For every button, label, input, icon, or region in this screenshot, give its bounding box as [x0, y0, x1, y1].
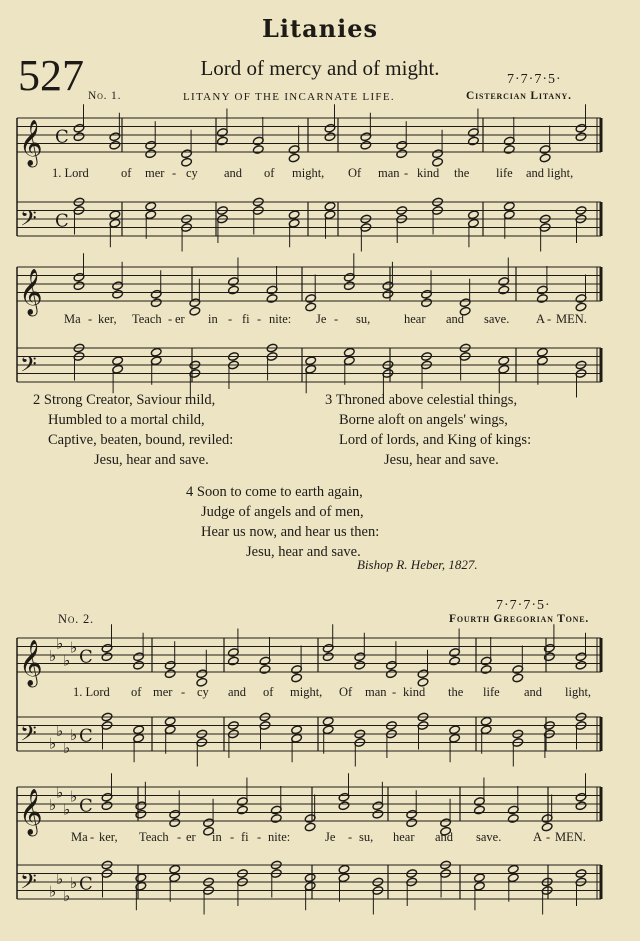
note-head	[386, 669, 398, 679]
lyric-syllable: and	[446, 312, 465, 326]
flat-key-signature-icon: ♭	[63, 886, 71, 905]
note-head	[228, 656, 240, 666]
note-head	[480, 665, 492, 675]
verse-line: Hear us now, and hear us then:	[201, 524, 380, 540]
note-head	[291, 725, 303, 735]
lyric-syllable: -	[88, 312, 93, 326]
note-head	[498, 356, 510, 366]
note-head	[164, 669, 176, 679]
flat-key-signature-icon: ♭	[49, 882, 57, 901]
setting-1-tune: Cistercian Litany.	[466, 90, 572, 102]
verse-number: 3	[325, 392, 333, 408]
note-head	[503, 201, 515, 211]
lyric-syllable: fi	[242, 312, 250, 326]
verse-line: Judge of angels and of men,	[201, 504, 364, 520]
lyric-syllable: su,	[359, 830, 374, 844]
flat-key-signature-icon: ♭	[49, 796, 57, 814]
lyric-syllable: cy	[186, 166, 198, 180]
lyric-syllable: life	[496, 166, 513, 180]
setting-2-meter: 7·7·7·5·	[496, 598, 551, 613]
note-head	[305, 356, 317, 366]
bass-clef-icon: 𝄢	[20, 206, 37, 237]
note-head	[237, 805, 249, 815]
note-head	[73, 281, 85, 291]
note-head	[449, 656, 461, 666]
lyric-syllable: -	[348, 830, 353, 844]
flat-key-signature-icon: ♭	[56, 634, 64, 653]
lyric-syllable: hear	[393, 830, 415, 844]
lyric-syllable: -	[228, 312, 233, 326]
lyric-syllable: and	[524, 685, 543, 699]
note-head	[305, 302, 317, 312]
treble-clef-icon: 𝄞	[19, 789, 43, 835]
note-head	[382, 289, 394, 299]
attribution-year: 1827.	[448, 557, 478, 572]
note-head	[474, 873, 486, 883]
flat-key-signature-icon: ♭	[70, 787, 78, 806]
note-head	[396, 149, 408, 159]
note-head	[575, 801, 587, 811]
note-head	[169, 818, 181, 828]
lyric-syllable: -	[90, 830, 95, 844]
lyric-syllable: -	[547, 312, 552, 326]
note-head	[512, 673, 524, 683]
verse-line: Humbled to a mortal child,	[48, 412, 205, 428]
note-head	[164, 716, 176, 726]
lyric-syllable: man	[378, 166, 400, 180]
lyric-syllable: A	[536, 312, 546, 326]
note-head	[217, 136, 229, 146]
hymn-first-line: Lord of mercy and of might.	[200, 56, 440, 80]
common-time-icon: C	[79, 646, 93, 668]
verse-line: Throned above celestial things,	[335, 392, 518, 408]
lyric-syllable: cy	[197, 685, 209, 699]
lyric-syllable: and	[224, 166, 243, 180]
setting-1-title: LITANY OF THE INCARNATE LIFE.	[183, 91, 395, 103]
lyric-syllable: ker,	[99, 830, 118, 844]
flat-key-signature-icon: ♭	[56, 869, 64, 888]
note-head	[575, 660, 587, 670]
lyric-syllable: Teach	[139, 830, 169, 844]
flat-key-signature-icon: ♭	[70, 638, 78, 657]
note-head	[109, 140, 121, 150]
lyric-syllable: er	[186, 830, 196, 844]
lyric-syllable: and	[228, 685, 247, 699]
verse-number: 4	[186, 484, 194, 500]
note-head	[539, 153, 551, 163]
treble-clef-icon: 𝄞	[19, 120, 43, 166]
note-head	[503, 145, 515, 155]
lyric-syllable: -	[257, 830, 262, 844]
lyric-syllable: in	[212, 830, 222, 844]
note-head	[304, 822, 316, 832]
lyric-syllable: Ma	[64, 312, 81, 326]
note-head	[189, 306, 201, 316]
lyric-syllable: save.	[476, 830, 502, 844]
lyric-syllable: mer	[145, 166, 165, 180]
verse-line: Lord of lords, and King of kings:	[339, 432, 532, 448]
lyric-syllable: ker,	[98, 312, 117, 326]
note-head	[343, 281, 355, 291]
note-head	[150, 347, 162, 357]
note-head	[145, 201, 157, 211]
lyric-syllable: -	[546, 830, 551, 844]
lyric-syllable: man	[365, 685, 387, 699]
note-head	[544, 652, 556, 662]
note-head	[338, 864, 350, 874]
note-head	[109, 210, 121, 220]
note-head	[354, 660, 366, 670]
lyric-syllable: -	[404, 166, 409, 180]
verse-3	[325, 390, 531, 470]
lyric-syllable: A	[533, 830, 543, 844]
note-head	[468, 210, 480, 220]
lyric-syllable: nite:	[269, 312, 292, 326]
note-head	[421, 298, 433, 308]
lyric-syllable: -	[177, 830, 182, 844]
note-head	[266, 294, 278, 304]
lyric-syllable: of	[131, 685, 142, 699]
lyric-syllable: nite:	[268, 830, 291, 844]
lyric-syllable: in	[208, 312, 218, 326]
note-head	[360, 140, 372, 150]
note-head	[288, 210, 300, 220]
treble-clef-icon: 𝄞	[19, 640, 43, 686]
setting-2-tune: Fourth Gregorian Tone.	[449, 613, 590, 625]
flat-key-signature-icon: ♭	[56, 721, 64, 740]
lyric-syllable: -	[230, 830, 235, 844]
lyric-syllable: er	[175, 312, 185, 326]
hymn-number: 527	[18, 51, 84, 100]
common-time-icon: C	[55, 210, 69, 232]
lyric-syllable: kind	[417, 166, 440, 180]
note-head	[322, 652, 334, 662]
lyric-syllable: mer	[153, 685, 173, 699]
verse-line: Strong Creator, Saviour mild,	[43, 392, 216, 408]
note-head	[324, 132, 336, 142]
setting-2-label: No. 2.	[58, 612, 94, 626]
lyric-syllable: fi	[241, 830, 249, 844]
lyric-syllable: save.	[484, 312, 510, 326]
common-time-icon: C	[79, 725, 93, 747]
verse-line: Jesu, hear and save.	[94, 452, 209, 468]
bass-clef-icon: 𝄢	[20, 352, 37, 383]
note-head	[480, 716, 492, 726]
flat-key-signature-icon: ♭	[49, 647, 57, 665]
lyric-syllable: light,	[565, 685, 592, 699]
setting-1-label: No. 1.	[88, 90, 122, 102]
verse-4	[186, 482, 379, 562]
note-head	[259, 665, 271, 675]
lyric-syllable: the	[454, 166, 470, 180]
note-head	[507, 814, 519, 824]
note-head	[145, 149, 157, 159]
lyric-syllable: -	[168, 312, 173, 326]
lyric-syllable: Of	[348, 166, 362, 180]
lyric-syllable: Ma	[71, 830, 88, 844]
note-head	[322, 716, 334, 726]
flat-key-signature-icon: ♭	[56, 783, 64, 802]
note-head	[291, 673, 303, 683]
lyric-syllable: -	[172, 166, 177, 180]
verse-2	[33, 390, 233, 470]
common-time-icon: C	[79, 873, 93, 895]
note-head	[537, 294, 549, 304]
note-head	[406, 818, 418, 828]
lyric-syllable: of	[263, 685, 274, 699]
verse-line: Jesu, hear and save.	[246, 544, 361, 560]
flat-key-signature-icon: ♭	[70, 874, 78, 892]
verse-line: Jesu, hear and save.	[384, 452, 499, 468]
lyric-syllable: -	[257, 312, 262, 326]
lyric-syllable: MEN.	[556, 312, 587, 326]
common-time-icon: C	[79, 795, 93, 817]
flat-key-signature-icon: ♭	[70, 726, 78, 744]
note-head	[73, 132, 85, 142]
attribution	[357, 557, 478, 573]
lyric-syllable: of	[121, 166, 132, 180]
common-time-icon: C	[55, 126, 69, 148]
lyric-syllable: of	[264, 166, 275, 180]
flat-key-signature-icon: ♭	[63, 651, 71, 670]
note-head	[449, 725, 461, 735]
lyric-syllable: 1. Lord	[52, 166, 89, 180]
note-head	[270, 814, 282, 824]
note-head	[338, 801, 350, 811]
note-head	[575, 302, 587, 312]
section-title: Litanies	[262, 14, 378, 43]
lyric-syllable: life	[483, 685, 500, 699]
flat-key-signature-icon: ♭	[49, 734, 57, 753]
note-head	[135, 873, 147, 883]
lyric-syllable: might,	[292, 166, 325, 180]
lyric-syllable: 1. Lord	[73, 685, 110, 699]
note-head	[537, 347, 549, 357]
lyric-syllable: and	[435, 830, 454, 844]
note-head	[135, 809, 147, 819]
note-head	[575, 132, 587, 142]
note-head	[474, 805, 486, 815]
lyric-syllable: Teach	[132, 312, 162, 326]
verse-number: 2	[33, 392, 41, 408]
treble-clef-icon: 𝄞	[19, 269, 43, 315]
verse-line: Borne aloft on angels' wings,	[339, 412, 508, 428]
note-head	[304, 873, 316, 883]
attribution-author: Bishop R. Heber,	[357, 557, 446, 572]
lyric-syllable: kind	[403, 685, 426, 699]
note-head	[133, 660, 145, 670]
note-head	[169, 864, 181, 874]
note-head	[112, 356, 124, 366]
lyric-syllable: MEN.	[555, 830, 586, 844]
note-head	[498, 285, 510, 295]
bass-clef-icon: 𝄢	[20, 869, 37, 900]
note-head	[507, 864, 519, 874]
lyric-syllable: -	[392, 685, 397, 699]
note-head	[101, 652, 113, 662]
lyric-syllable: might,	[290, 685, 323, 699]
setting-1-meter: 7·7·7·5·	[507, 72, 562, 87]
lyric-syllable: Je	[325, 830, 336, 844]
lyric-syllable: hear	[404, 312, 426, 326]
verse-line: Soon to come to earth again,	[196, 484, 363, 500]
note-head	[288, 153, 300, 163]
note-head	[112, 289, 124, 299]
note-head	[468, 136, 480, 146]
lyric-syllable: Of	[339, 685, 353, 699]
note-head	[343, 347, 355, 357]
bass-clef-icon: 𝄢	[20, 721, 37, 752]
note-head	[372, 809, 384, 819]
lyric-syllable: -	[334, 312, 339, 326]
note-head	[252, 145, 264, 155]
note-head	[133, 725, 145, 735]
flat-key-signature-icon: ♭	[63, 738, 71, 757]
lyric-syllable: and light,	[526, 166, 574, 180]
verse-line: Captive, beaten, bound, reviled:	[48, 432, 234, 448]
lyric-syllable: -	[181, 685, 186, 699]
lyric-syllable: su,	[356, 312, 371, 326]
flat-key-signature-icon: ♭	[63, 800, 71, 819]
lyric-syllable: the	[448, 685, 464, 699]
note-head	[150, 298, 162, 308]
note-head	[324, 201, 336, 211]
note-head	[101, 801, 113, 811]
lyric-syllable: Je	[316, 312, 327, 326]
note-head	[228, 285, 240, 295]
